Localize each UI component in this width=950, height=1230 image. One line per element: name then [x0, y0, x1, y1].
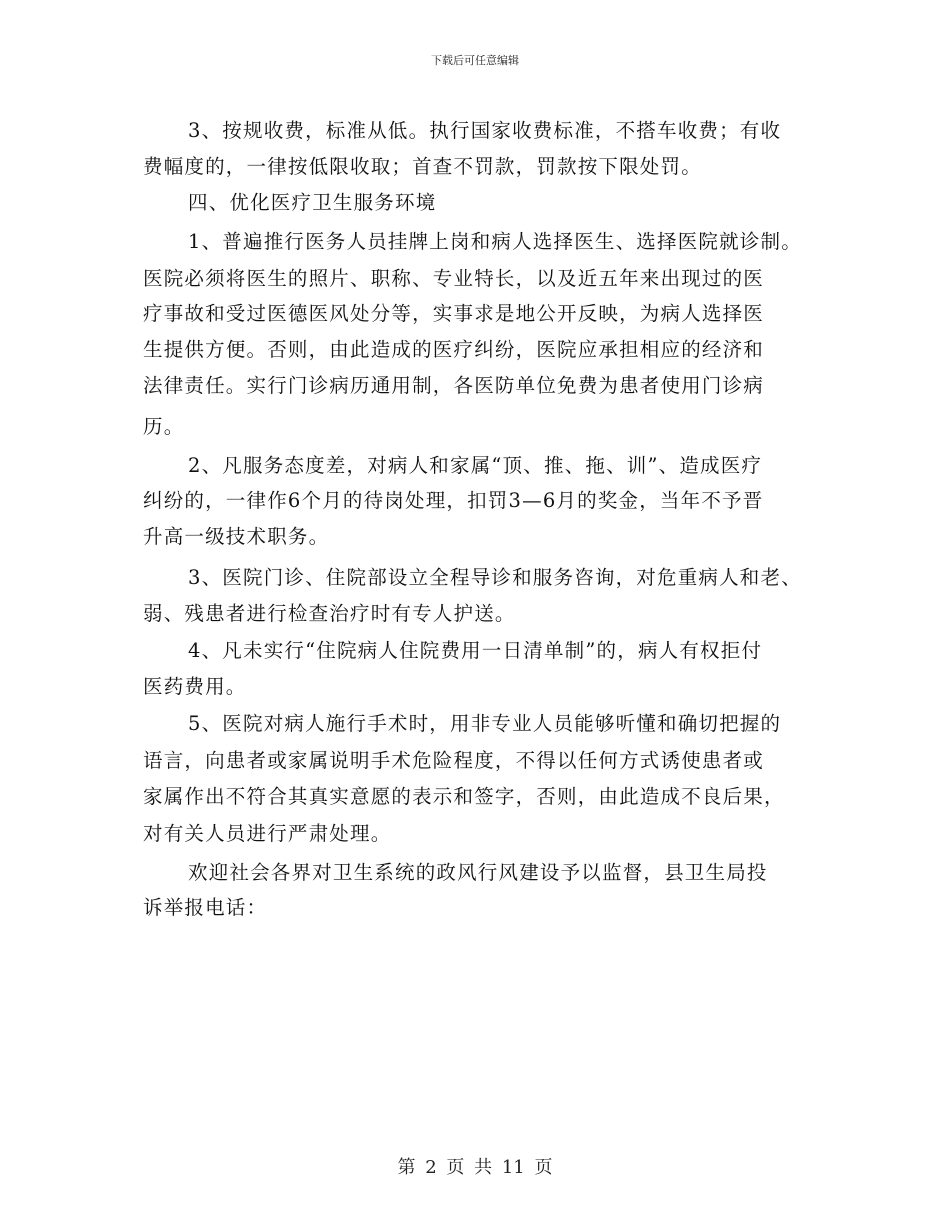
paragraph-line: 法律责任。实行门诊病历通用制，各医防单位免费为患者使用门诊病 [143, 374, 765, 397]
paragraph-line: 语言，向患者或家属说明手术危险程度，不得以任何方式诱使患者或 [143, 749, 765, 772]
paragraph-line: 对有关人员进行严肃处理。 [143, 822, 392, 845]
paragraph-line: 医院必须将医生的照片、职称、专业特长，以及近五年来出现过的医 [143, 267, 765, 290]
paragraph-line: 历。 [143, 415, 185, 438]
paragraph-line: 纠纷的，一律作6个月的待岗处理，扣罚3—6月的奖金，当年不予晋 [143, 489, 764, 512]
paragraph-line: 诉举报电话： [143, 896, 268, 919]
paragraph-line: 弱、残患者进行检查治疗时有专人护送。 [143, 602, 516, 625]
paragraph-line: 生提供方便。否则，由此造成的医疗纠纷，医院应承担相应的经济和 [143, 338, 765, 361]
paragraph-line: 1、普遍推行医务人员挂牌上岗和病人选择医生、选择医院就诊制。 [188, 230, 802, 253]
page-footer: 第 2 页 共 11 页 [397, 1157, 553, 1178]
paragraph-line: 3、按规收费，标准从低。执行国家收费标准，不搭车收费；有收 [188, 119, 782, 142]
paragraph-line: 3、医院门诊、住院部设立全程导诊和服务咨询，对危重病人和老、 [188, 566, 802, 589]
paragraph-line: 家属作出不符合其真实意愿的表示和签字，否则，由此造成不良后果， [143, 785, 785, 808]
paragraph-line: 升高一级技术职务。 [143, 525, 330, 548]
page-header: 下载后可任意编辑 [431, 54, 519, 67]
paragraph-line: 2、凡服务态度差，对病人和家属“顶、推、拖、训”、造成医疗 [188, 454, 763, 477]
paragraph-line: 医药费用。 [143, 675, 247, 698]
paragraph-line: 疗事故和受过医德医风处分等，实事求是地公开反映，为病人选择医 [143, 302, 765, 325]
paragraph-line: 费幅度的，一律按低限收取；首查不罚款，罚款按下限处罚。 [143, 155, 702, 178]
section-heading: 四、优化医疗卫生服务环境 [188, 191, 437, 214]
paragraph-line: 5、医院对病人施行手术时，用非专业人员能够听懂和确切把握的 [188, 712, 782, 735]
paragraph-line: 4、凡未实行“住院病人住院费用一日清单制”的，病人有权拒付 [188, 639, 763, 662]
paragraph-line: 欢迎社会各界对卫生系统的政风行风建设予以监督，县卫生局投 [188, 861, 768, 884]
